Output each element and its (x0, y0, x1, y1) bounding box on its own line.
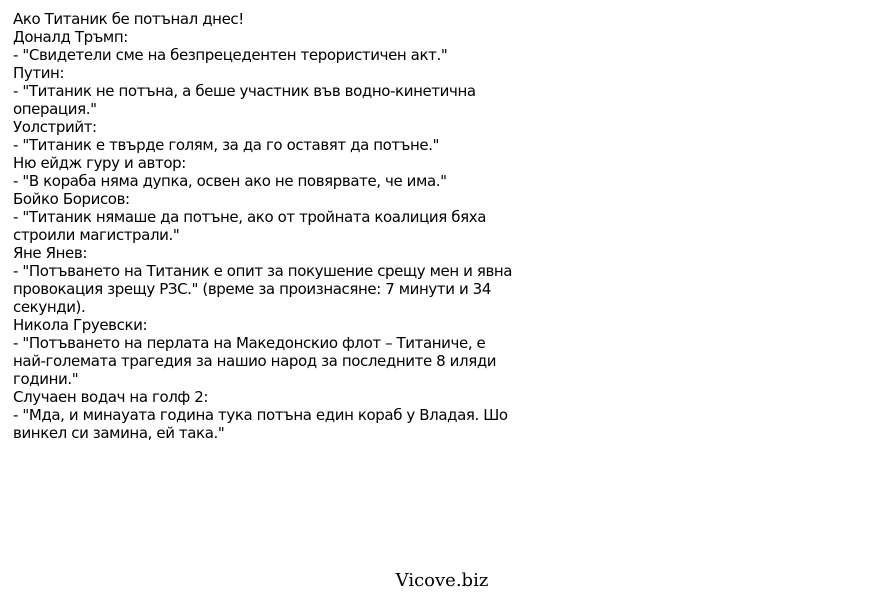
speaker-gruevski: Никола Груевски: (13, 316, 148, 334)
speaker-yanev: Яне Янев: (13, 244, 87, 262)
quote-line: - "В кораба няма дупка, освен ако не повярвате, че има." (13, 172, 447, 190)
quote-line: - "Титаник е твърде голям, за да го оставят да потъне." (13, 136, 440, 154)
joke-title: Ако Титаник бе потънал днес! (13, 10, 244, 28)
quote-line: - "Потъването на перлата на Македонскио флот – Титаниче, е (13, 334, 486, 352)
speaker-trump: Доналд Тръмп: (13, 28, 128, 46)
quote-line: - "Титаник нямаше да потъне, ако от тройната коалиция бяха (13, 208, 487, 226)
quote-line: години." (13, 370, 79, 388)
speaker-golf-driver: Случаен водач на голф 2: (13, 388, 209, 406)
speaker-borisov: Бойко Борисов: (13, 190, 130, 208)
speaker-new-age-guru: Ню ейдж гуру и автор: (13, 154, 186, 172)
watermark: Vicove.biz (395, 570, 489, 591)
quote-line: най-големата трагедия за нашио народ за последните 8 иляди (13, 352, 497, 370)
quote-line: секунди). (13, 298, 86, 316)
quote-line: - "Мда, и минауата година тука потъна един кораб у Владая. Шо (13, 406, 508, 424)
quote-line: винкел си замина, ей така." (13, 424, 225, 442)
quote-line: - "Свидетели сме на безпрецедентен терористичен акт." (13, 46, 448, 64)
joke-text (13, 10, 573, 442)
quote-line: - "Титаник не потъна, а беше участник във водно-кинетична (13, 82, 476, 100)
quote-line: - "Потъването на Титаник е опит за покушение срещу мен и явна (13, 262, 513, 280)
quote-line: провокация зрещу РЗС." (време за произнасяне: 7 минути и 34 (13, 280, 491, 298)
speaker-wallstreet: Уолстрийт: (13, 118, 97, 136)
speaker-putin: Путин: (13, 64, 65, 82)
quote-line: операция." (13, 100, 97, 118)
quote-line: строили магистрали." (13, 226, 180, 244)
